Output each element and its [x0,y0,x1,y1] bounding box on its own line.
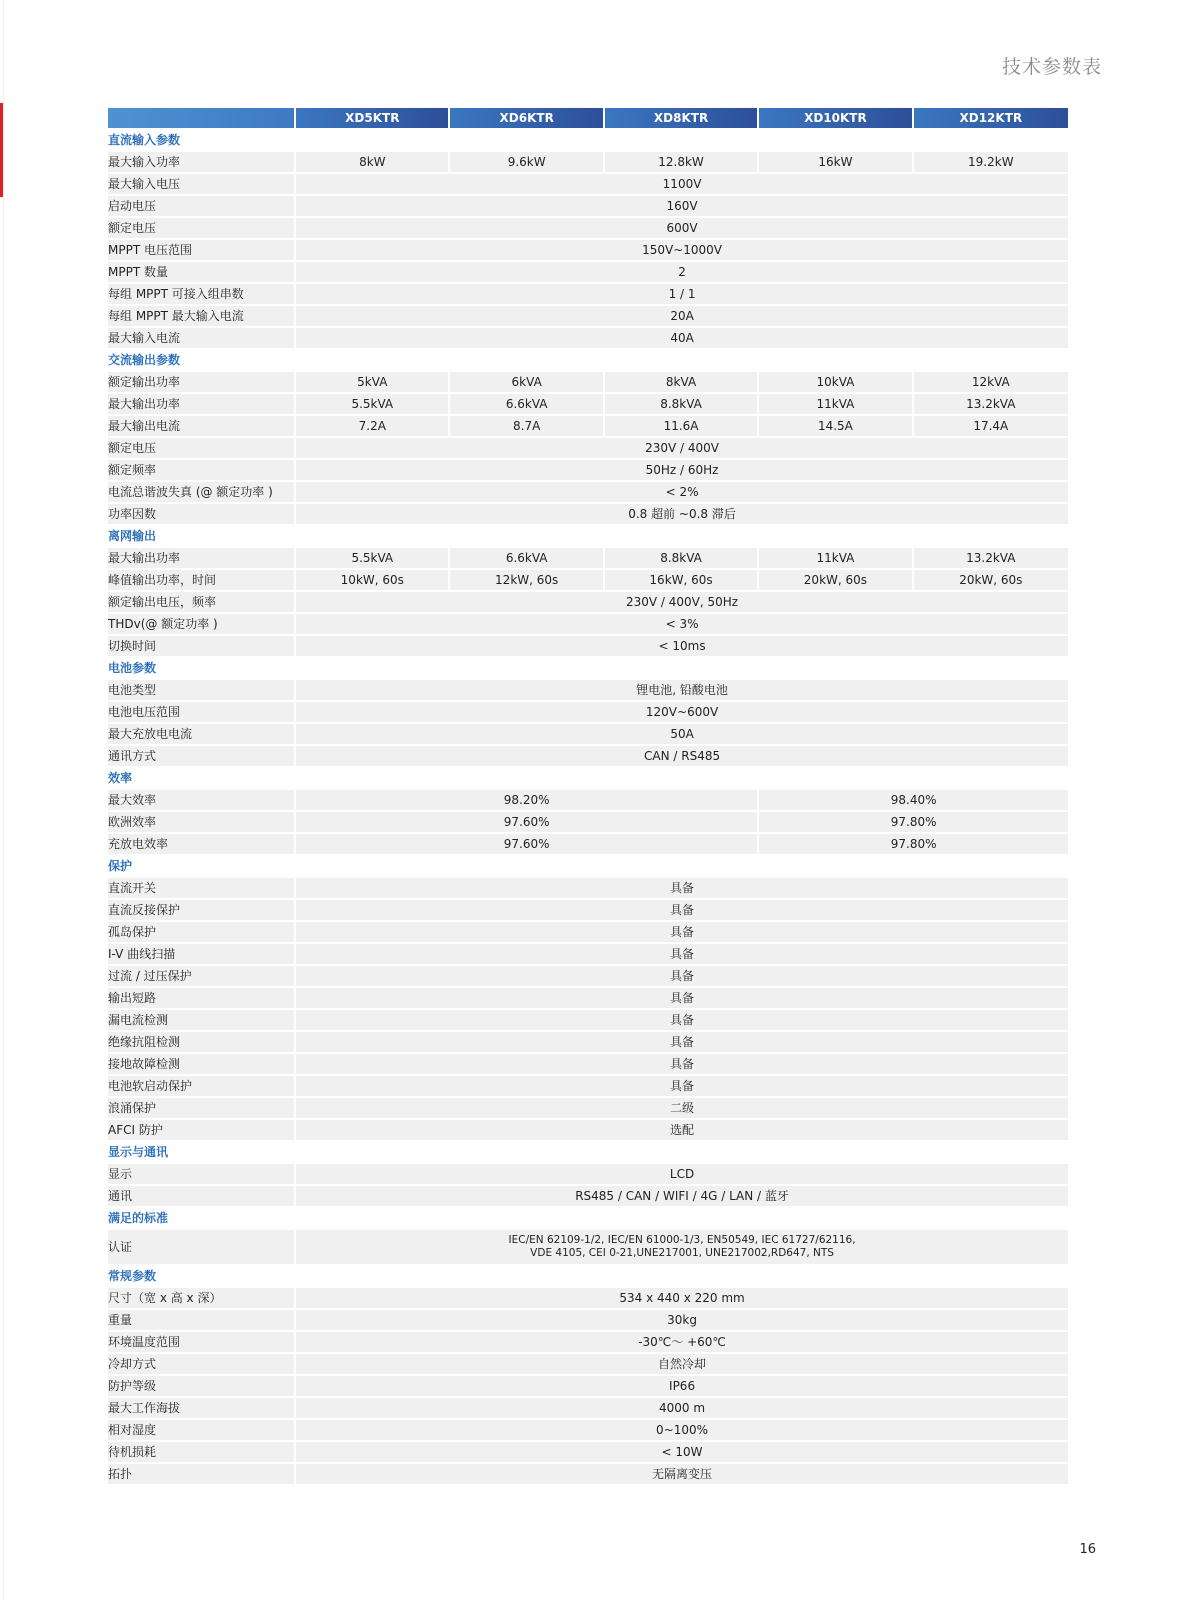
spec-value: 1100V [296,174,1068,194]
model-header: XD8KTR [605,108,759,128]
spec-row [108,1164,1068,1184]
spec-value: 二级 [296,1098,1068,1118]
spec-value: 534 x 440 x 220 mm [296,1288,1068,1308]
spec-value: 230V / 400V [296,438,1068,458]
spec-label: 功率因数 [108,504,296,524]
spec-row [108,1076,1068,1096]
spec-row [108,1442,1068,1462]
spec-label: 电流总谐波失真 (@ 额定功率 ) [108,482,296,502]
spec-value: 20kW, 60s [914,570,1068,590]
spec-row [108,328,1068,348]
spec-label: 漏电流检测 [108,1010,296,1030]
spec-label: 通讯方式 [108,746,296,766]
header-corner [108,108,296,128]
spec-row [108,966,1068,986]
spec-value: 50Hz / 60Hz [296,460,1068,480]
spec-row [108,438,1068,458]
spec-value: 锂电池, 铅酸电池 [296,680,1068,700]
spec-row [108,702,1068,722]
spec-label: 尺寸（宽 x 高 x 深） [108,1288,296,1308]
spec-label: 每组 MPPT 可接入组串数 [108,284,296,304]
spec-row [108,1398,1068,1418]
spec-value: 4000 m [296,1398,1068,1418]
spec-label: 显示 [108,1164,296,1184]
section-header-row [108,350,1068,370]
spec-label: 最大输出功率 [108,394,296,414]
spec-value: 8kW [296,152,450,172]
spec-label: AFCI 防护 [108,1120,296,1140]
spec-value: 40A [296,328,1068,348]
spec-row [108,1420,1068,1440]
spec-row [108,680,1068,700]
spec-value: 14.5A [759,416,913,436]
model-header: XD12KTR [914,108,1068,128]
spec-row [108,614,1068,634]
model-header-row [108,108,1068,128]
spec-value: < 10W [296,1442,1068,1462]
spec-value: 97.60% [296,812,759,832]
spec-label: 浪涌保护 [108,1098,296,1118]
spec-value: 12kVA [914,372,1068,392]
section-title: 电池参数 [108,658,1068,678]
spec-row [108,262,1068,282]
spec-label: 拓扑 [108,1464,296,1484]
spec-value: < 2% [296,482,1068,502]
spec-value: 600V [296,218,1068,238]
spec-value: 50A [296,724,1068,744]
spec-row [108,1230,1068,1264]
spec-value: 自然冷却 [296,1354,1068,1374]
spec-label: 额定电压 [108,438,296,458]
spec-value: 20kW, 60s [759,570,913,590]
spec-row [108,218,1068,238]
spec-value: IP66 [296,1376,1068,1396]
spec-row [108,724,1068,744]
spec-value: 1 / 1 [296,284,1068,304]
section-header-row [108,526,1068,546]
spec-row [108,922,1068,942]
spec-value: 5.5kVA [296,548,450,568]
red-accent-bar [0,103,3,197]
spec-label: 重量 [108,1310,296,1330]
spec-value: 具备 [296,944,1068,964]
spec-label: MPPT 电压范围 [108,240,296,260]
spec-label: 电池类型 [108,680,296,700]
spec-value: 98.20% [296,790,759,810]
section-header-row [108,1266,1068,1286]
spec-table-body [108,130,1068,1484]
spec-label: 输出短路 [108,988,296,1008]
spec-row [108,1186,1068,1206]
spec-value: 6.6kVA [450,548,604,568]
spec-label: 最大输入电流 [108,328,296,348]
spec-value: 0~100% [296,1420,1068,1440]
spec-value: 97.80% [759,834,1068,854]
section-title: 保护 [108,856,1068,876]
spec-value: 5kVA [296,372,450,392]
spec-row [108,306,1068,326]
spec-row [108,1010,1068,1030]
spec-label: 充放电效率 [108,834,296,854]
spec-row [108,240,1068,260]
spec-label: 冷却方式 [108,1354,296,1374]
spec-value: 选配 [296,1120,1068,1140]
section-title: 离网输出 [108,526,1068,546]
section-header-row [108,658,1068,678]
spec-label: 启动电压 [108,196,296,216]
spec-value: 9.6kW [450,152,604,172]
spec-label: 相对湿度 [108,1420,296,1440]
spec-value: 230V / 400V, 50Hz [296,592,1068,612]
spec-label: 最大效率 [108,790,296,810]
spec-value: 具备 [296,1054,1068,1074]
spec-row [108,174,1068,194]
spec-label: 最大充放电电流 [108,724,296,744]
spec-value [296,1230,1068,1264]
spec-label: 环境温度范围 [108,1332,296,1352]
section-header-row [108,1142,1068,1162]
spec-label: 过流 / 过压保护 [108,966,296,986]
model-header: XD10KTR [759,108,913,128]
spec-label: 峰值输出功率，时间 [108,570,296,590]
spec-row [108,416,1068,436]
spec-value: 17.4A [914,416,1068,436]
spec-label: MPPT 数量 [108,262,296,282]
section-header-row [108,130,1068,150]
spec-value: 30kg [296,1310,1068,1330]
spec-row [108,878,1068,898]
spec-row [108,372,1068,392]
spec-value: 2 [296,262,1068,282]
spec-value: < 3% [296,614,1068,634]
spec-value: 8kVA [605,372,759,392]
spec-value: 7.2A [296,416,450,436]
spec-row [108,1376,1068,1396]
spec-value: 16kW, 60s [605,570,759,590]
spec-row [108,1310,1068,1330]
spec-value: RS485 / CAN / WIFI / 4G / LAN / 蓝牙 [296,1186,1068,1206]
spec-label: THDv(@ 额定功率 ) [108,614,296,634]
spec-label: 认证 [108,1230,296,1264]
section-title: 直流输入参数 [108,130,1068,150]
spec-label: 电池软启动保护 [108,1076,296,1096]
spec-row [108,460,1068,480]
spec-value: 具备 [296,988,1068,1008]
cert-line: VDE 4105, CEI 0-21,UNE217001, UNE217002,RD647, NTS [530,1247,834,1259]
spec-row [108,504,1068,524]
spec-value: 12.8kW [605,152,759,172]
spec-row [108,592,1068,612]
spec-row [108,988,1068,1008]
spec-row [108,790,1068,810]
spec-row [108,196,1068,216]
spec-label: 待机损耗 [108,1442,296,1462]
model-header: XD5KTR [296,108,450,128]
spec-value: 160V [296,196,1068,216]
spec-label: 每组 MPPT 最大输入电流 [108,306,296,326]
page-edge-line [3,0,4,1600]
spec-label: 最大工作海拔 [108,1398,296,1418]
spec-label: 最大输出电流 [108,416,296,436]
spec-label: 最大输出功率 [108,548,296,568]
spec-value: 120V~600V [296,702,1068,722]
spec-row [108,1120,1068,1140]
spec-label: 额定输出功率 [108,372,296,392]
spec-table [108,106,1068,1486]
spec-value: 具备 [296,1032,1068,1052]
spec-value: LCD [296,1164,1068,1184]
spec-value: 6.6kVA [450,394,604,414]
spec-row [108,570,1068,590]
spec-label: 欧洲效率 [108,812,296,832]
spec-value: 5.5kVA [296,394,450,414]
spec-value: 13.2kVA [914,548,1068,568]
spec-row [108,812,1068,832]
spec-value: 12kW, 60s [450,570,604,590]
spec-value: 11kVA [759,394,913,414]
section-header-row [108,856,1068,876]
model-header: XD6KTR [450,108,604,128]
spec-label: 额定电压 [108,218,296,238]
spec-row [108,834,1068,854]
spec-label: 通讯 [108,1186,296,1206]
spec-row [108,1354,1068,1374]
spec-row [108,636,1068,656]
spec-row [108,548,1068,568]
spec-value: 具备 [296,1076,1068,1096]
spec-value: 98.40% [759,790,1068,810]
spec-row [108,482,1068,502]
spec-row [108,152,1068,172]
section-header-row [108,768,1068,788]
section-title: 常规参数 [108,1266,1068,1286]
spec-row [108,1288,1068,1308]
spec-row [108,1098,1068,1118]
spec-label: 防护等级 [108,1376,296,1396]
spec-value: 具备 [296,922,1068,942]
spec-value: 8.8kVA [605,548,759,568]
spec-value: 97.80% [759,812,1068,832]
spec-label: 直流反接保护 [108,900,296,920]
section-title: 效率 [108,768,1068,788]
spec-value: 具备 [296,1010,1068,1030]
spec-row [108,900,1068,920]
spec-value: CAN / RS485 [296,746,1068,766]
spec-value: 20A [296,306,1068,326]
spec-label: 接地故障检测 [108,1054,296,1074]
section-header-row [108,1208,1068,1228]
spec-value: 6kVA [450,372,604,392]
spec-row [108,284,1068,304]
spec-label: 电池电压范围 [108,702,296,722]
spec-label: 绝缘抗阻检测 [108,1032,296,1052]
spec-label: I-V 曲线扫描 [108,944,296,964]
spec-value: 150V~1000V [296,240,1068,260]
page-number: 16 [1079,1542,1096,1557]
spec-row [108,944,1068,964]
spec-label: 最大输入功率 [108,152,296,172]
spec-label: 额定频率 [108,460,296,480]
spec-row [108,394,1068,414]
spec-value: 11kVA [759,548,913,568]
spec-value: 具备 [296,966,1068,986]
spec-row [108,1464,1068,1484]
cert-line: IEC/EN 62109-1/2, IEC/EN 61000-1/3, EN50549, IEC 61727/62116, [508,1234,856,1246]
spec-value: 16kW [759,152,913,172]
spec-value: 10kVA [759,372,913,392]
spec-row [108,1332,1068,1352]
spec-row [108,1054,1068,1074]
section-title: 显示与通讯 [108,1142,1068,1162]
spec-row [108,1032,1068,1052]
spec-label: 直流开关 [108,878,296,898]
spec-value: < 10ms [296,636,1068,656]
spec-value: 无隔离变压 [296,1464,1068,1484]
spec-value: 97.60% [296,834,759,854]
spec-value: 13.2kVA [914,394,1068,414]
spec-value: 8.7A [450,416,604,436]
spec-label: 额定输出电压，频率 [108,592,296,612]
spec-value: 11.6A [605,416,759,436]
spec-label: 切换时间 [108,636,296,656]
spec-value: 8.8kVA [605,394,759,414]
spec-value: 10kW, 60s [296,570,450,590]
spec-label: 最大输入电压 [108,174,296,194]
spec-value: -30℃～ +60℃ [296,1332,1068,1352]
spec-label: 孤岛保护 [108,922,296,942]
page-title: 技术参数表 [1001,56,1102,78]
spec-row [108,746,1068,766]
spec-value: 0.8 超前 ~0.8 滞后 [296,504,1068,524]
section-title: 交流输出参数 [108,350,1068,370]
spec-value: 19.2kW [914,152,1068,172]
section-title: 满足的标准 [108,1208,1068,1228]
spec-value: 具备 [296,900,1068,920]
spec-value: 具备 [296,878,1068,898]
